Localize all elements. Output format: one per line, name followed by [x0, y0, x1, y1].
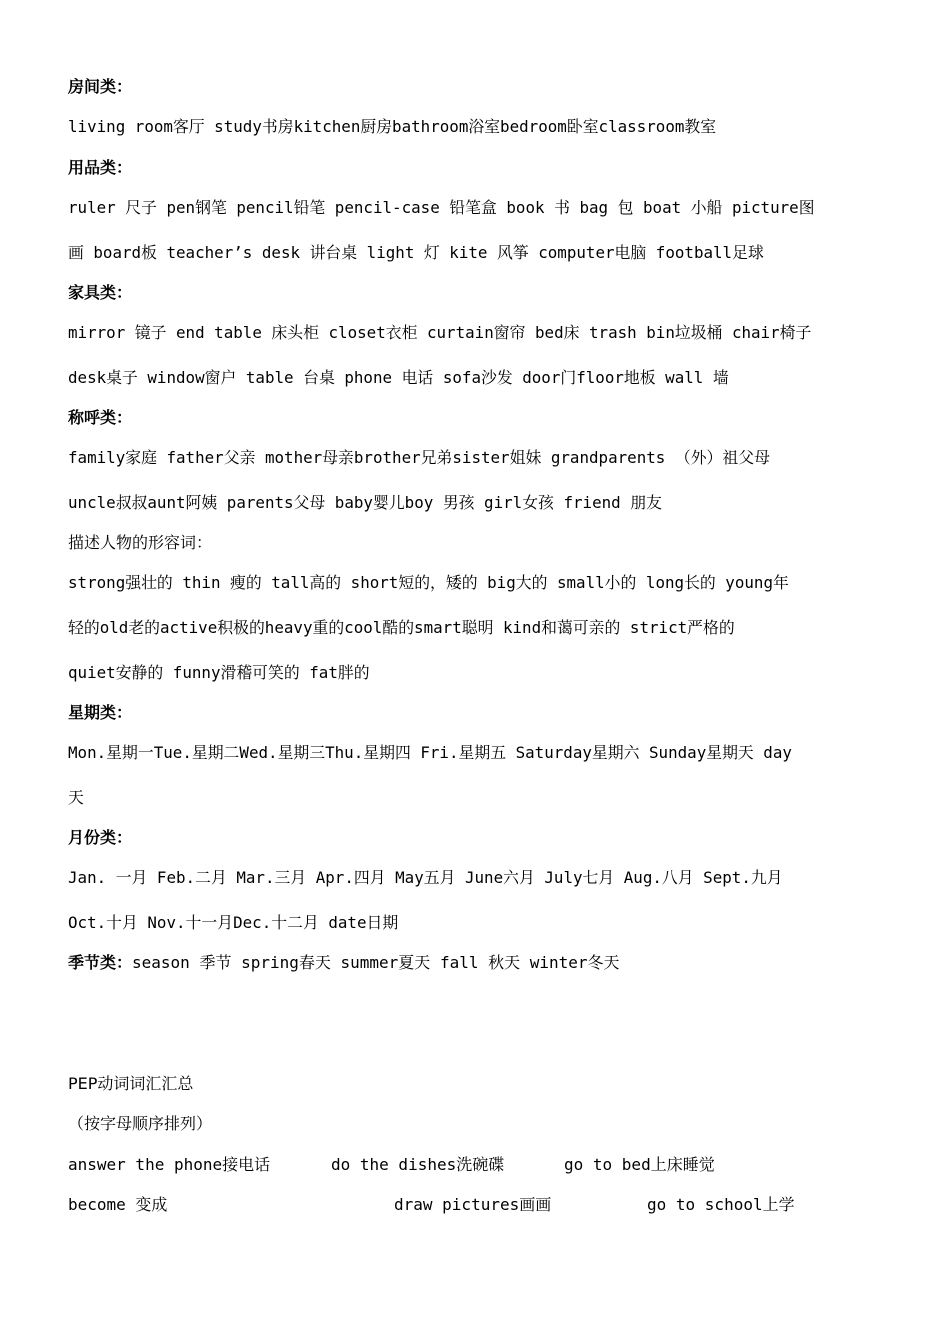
furniture-line-2: desk桌子 window窗户 table 台桌 phone 电话 sofa沙发 door门floor地板 wall 墙: [68, 368, 729, 387]
months-line-1: Jan. 一月 Feb.二月 Mar.三月 Apr.四月 May五月 June六月 July七月 Aug.八月 Sept.九月: [68, 868, 783, 887]
verb-item: do the dishes洗碗碟: [331, 1155, 505, 1174]
seasons-line: [68, 953, 620, 974]
verb-item: answer the phone接电话: [68, 1155, 271, 1174]
verb-item: go to school上学: [647, 1195, 795, 1214]
verb-item: go to bed上床睡觉: [564, 1155, 715, 1174]
section-heading-seasons: 季节类：: [68, 953, 133, 972]
supplies-line-2: 画 board板 teacher’s desk 讲台桌 light 灯 kite 风筝 computer电脑 football足球: [68, 243, 764, 262]
verb-item: become 变成: [68, 1195, 168, 1214]
adjectives-line-3: quiet安静的 funny滑稽可笑的 fat胖的: [68, 663, 370, 682]
section-heading-weekdays: 星期类：: [68, 703, 133, 722]
months-line-2: Oct.十月 Nov.十一月Dec.十二月 date日期: [68, 913, 399, 932]
section-heading-rooms: 房间类：: [68, 77, 133, 96]
verbs-subtitle: （按字母顺序排列）: [68, 1114, 213, 1133]
furniture-line-1: mirror 镜子 end table 床头柜 closet衣柜 curtain窗帘 bed床 trash bin垃圾桶 chair椅子: [68, 323, 812, 342]
family-line-1: family家庭 father父亲 mother母亲brother兄弟sister姐妹 grandparents （外）祖父母: [68, 448, 770, 467]
section-heading-months: 月份类：: [68, 828, 133, 847]
section-heading-furniture: 家具类：: [68, 283, 133, 302]
weekdays-line-2: 天: [68, 788, 84, 807]
verbs-title: PEP动词词汇汇总: [68, 1074, 194, 1093]
supplies-line-1: ruler 尺子 pen钢笔 pencil铅笔 pencil-case 铅笔盒 book 书 bag 包 boat 小船 picture图: [68, 198, 815, 217]
verb-item: draw pictures画画: [394, 1195, 552, 1214]
section-heading-family: 称呼类：: [68, 408, 133, 427]
section-heading-supplies: 用品类：: [68, 158, 133, 177]
section-heading-adjectives: 描述人物的形容词：: [68, 533, 213, 552]
seasons-text: season 季节 spring春天 summer夏天 fall 秋天 winter冬天: [132, 953, 620, 972]
adjectives-line-1: strong强壮的 thin 瘦的 tall高的 short短的，矮的 big大的 small小的 long长的 young年: [68, 573, 789, 592]
family-line-2: uncle叔叔aunt阿姨 parents父母 baby婴儿boy 男孩 girl女孩 friend 朋友: [68, 493, 662, 512]
rooms-line-1: living room客厅 study书房kitchen厨房bathroom浴室bedroom卧室classroom教室: [68, 117, 717, 136]
weekdays-line-1: Mon.星期一Tue.星期二Wed.星期三Thu.星期四 Fri.星期五 Saturday星期六 Sunday星期天 day: [68, 743, 792, 762]
adjectives-line-2: 轻的old老的active积极的heavy重的cool酷的smart聪明 kind和蔼可亲的 strict严格的: [68, 618, 735, 637]
